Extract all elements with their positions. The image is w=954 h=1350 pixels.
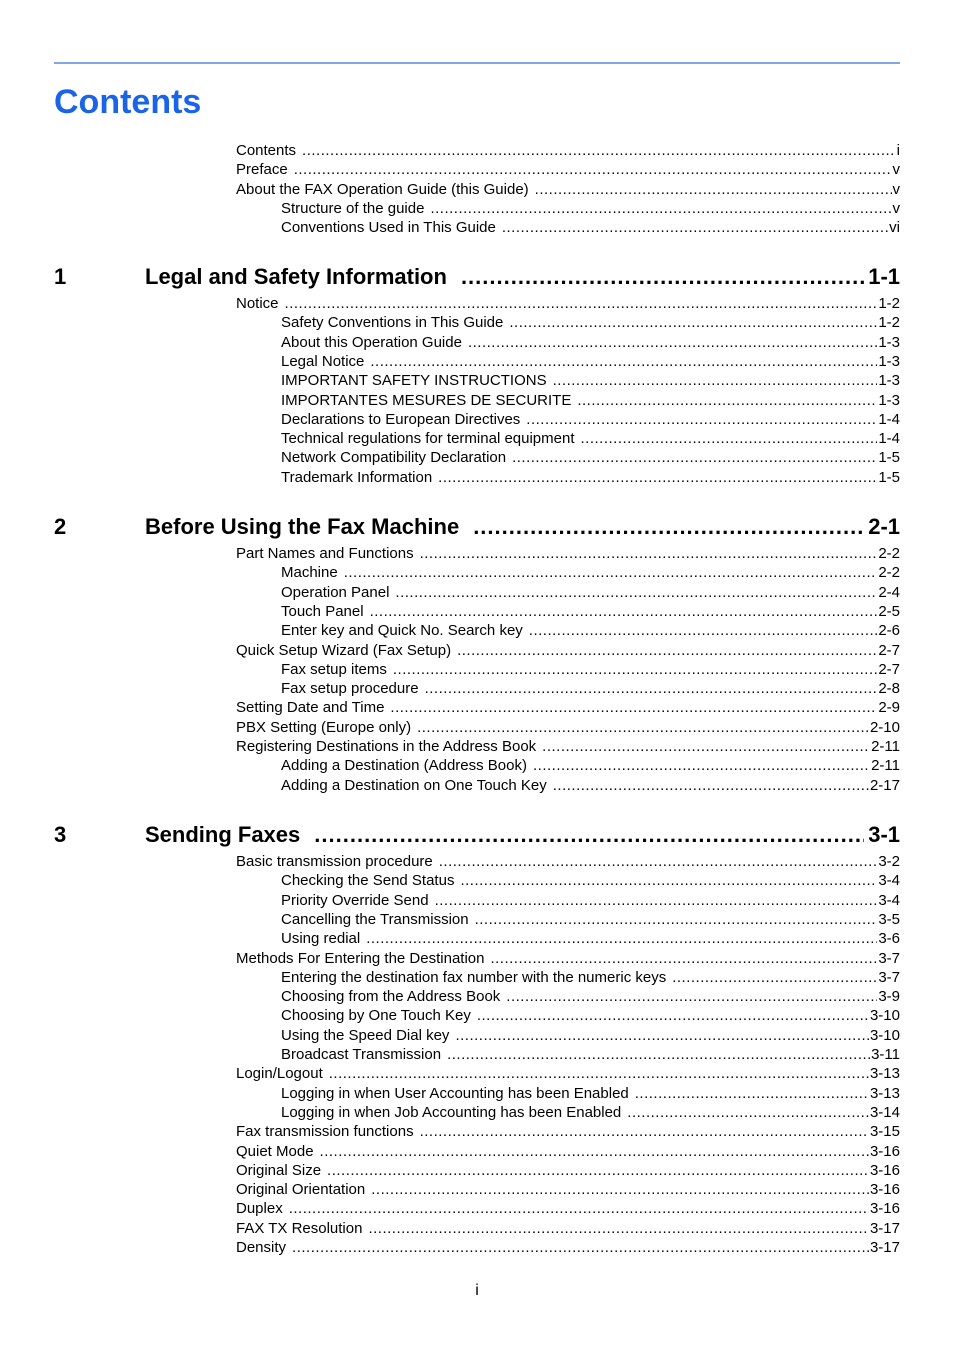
dot-leader xyxy=(475,910,878,929)
dot-leader xyxy=(457,641,877,660)
toc-entry-label: Safety Conventions in This Guide xyxy=(281,314,504,332)
dot-leader xyxy=(390,698,877,717)
toc-entry-label: Preface xyxy=(236,161,288,179)
dot-leader xyxy=(542,737,870,756)
toc-entry-label: Registering Destinations in the Address Book xyxy=(236,738,537,755)
chapter-number: 2 xyxy=(54,514,67,539)
toc-entry-page: v xyxy=(892,180,900,198)
dot-leader xyxy=(370,352,877,371)
toc-entry-label: Choosing by One Touch Key xyxy=(281,1007,471,1025)
toc-entry-page: i xyxy=(896,142,900,159)
toc-entry-page: 1-3 xyxy=(878,391,900,409)
toc-entry-page: v xyxy=(892,199,900,217)
toc-entry[interactable] xyxy=(236,180,900,199)
toc-entry-page: 1-3 xyxy=(878,352,900,370)
toc-entry-page: 3-5 xyxy=(878,910,900,928)
toc-entry[interactable] xyxy=(236,544,900,563)
toc-entry-page: 3-7 xyxy=(878,949,900,967)
dot-leader xyxy=(370,602,878,621)
toc-entry[interactable] xyxy=(281,429,900,448)
dot-leader xyxy=(533,756,870,775)
dot-leader xyxy=(553,776,869,795)
toc-entry[interactable] xyxy=(281,333,900,352)
toc-entry-label: Touch Panel xyxy=(281,602,364,620)
toc-entry-page: 2-11 xyxy=(871,738,900,755)
toc-entry[interactable] xyxy=(281,1084,900,1103)
toc-entry-page: 3-16 xyxy=(869,1181,900,1199)
toc-entry-page: 3-16 xyxy=(869,1142,900,1160)
toc-entry-label: Quiet Mode xyxy=(236,1142,314,1160)
toc-entry-page: 3-10 xyxy=(869,1007,900,1025)
chapter-heading[interactable] xyxy=(54,263,900,291)
toc-entry[interactable] xyxy=(281,1026,900,1045)
toc-entry-page: 1-2 xyxy=(878,295,900,312)
dot-leader xyxy=(289,1199,869,1218)
toc-entry-label: Logging in when Job Accounting has been Enabled xyxy=(281,1103,622,1121)
toc-entry-label: Login/Logout xyxy=(236,1065,323,1083)
toc-entry-label: Structure of the guide xyxy=(281,199,425,217)
toc-entry-page: 2-9 xyxy=(878,699,900,717)
toc-entry[interactable] xyxy=(236,1238,900,1257)
dot-leader xyxy=(344,563,878,582)
dot-leader xyxy=(371,1180,869,1199)
dot-leader xyxy=(512,448,877,467)
chapter-page: 3-1 xyxy=(868,822,900,847)
dot-leader xyxy=(672,968,877,987)
toc-entry[interactable] xyxy=(281,1006,900,1025)
toc-entry-page: 2-17 xyxy=(869,776,900,794)
toc-entry-label: Priority Override Send xyxy=(281,891,429,909)
dot-leader xyxy=(581,429,878,448)
toc-entry-page: 3-10 xyxy=(869,1026,900,1044)
toc-entry[interactable] xyxy=(236,1122,900,1141)
dot-leader xyxy=(438,468,877,487)
toc-entry[interactable] xyxy=(281,583,900,602)
toc-entry-page: 1-4 xyxy=(878,430,900,448)
toc-entry-page: 2-10 xyxy=(869,718,900,736)
dot-leader xyxy=(395,583,877,602)
dot-leader xyxy=(455,1026,869,1045)
toc-entry-page: 1-5 xyxy=(878,449,900,467)
chapter-number: 1 xyxy=(54,264,67,289)
toc-entry-page: 3-2 xyxy=(878,853,900,870)
toc-entry[interactable] xyxy=(281,660,900,679)
dot-leader xyxy=(461,263,864,291)
toc-entry-page: 3-17 xyxy=(869,1219,900,1237)
toc-entry-label: Contents xyxy=(236,142,297,159)
dot-leader xyxy=(327,1161,869,1180)
toc-entry[interactable] xyxy=(281,199,900,218)
toc-entry-page: 3-17 xyxy=(869,1239,900,1256)
toc-entry[interactable] xyxy=(281,313,900,332)
chapter-heading[interactable] xyxy=(54,513,900,541)
dot-leader xyxy=(577,391,877,410)
toc-entry-label: Legal Notice xyxy=(281,352,365,370)
toc-entry-label: About this Operation Guide xyxy=(281,333,462,351)
toc-entry-page: 2-7 xyxy=(878,641,900,659)
toc-entry[interactable] xyxy=(236,160,900,179)
toc-entry-label: Entering the destination fax number with the numeric keys xyxy=(281,968,667,986)
toc-entry-page: 2-8 xyxy=(878,680,900,698)
toc-entry-label: Adding a Destination on One Touch Key xyxy=(281,776,547,794)
toc-entry-page: 3-11 xyxy=(871,1046,900,1063)
toc-entry[interactable] xyxy=(281,448,900,467)
toc-entry-page: 2-5 xyxy=(878,602,900,620)
dot-leader xyxy=(526,410,877,429)
toc-entry[interactable] xyxy=(236,1142,900,1161)
toc-entry-label: Technical regulations for terminal equipment xyxy=(281,430,575,448)
toc-entry-label: Enter key and Quick No. Search key xyxy=(281,622,523,640)
dot-leader xyxy=(329,1064,869,1083)
toc-entry[interactable] xyxy=(236,141,900,160)
toc-entry-label: Broadcast Transmission xyxy=(281,1046,442,1063)
toc-entry-page: 3-15 xyxy=(869,1123,900,1141)
toc-entry[interactable] xyxy=(236,852,900,871)
toc-entry-page: v xyxy=(892,161,900,179)
chapter-page: 1-1 xyxy=(868,264,900,289)
dot-leader xyxy=(420,1122,869,1141)
toc-entry[interactable] xyxy=(281,776,900,795)
dot-leader xyxy=(285,294,878,313)
toc-entry-page: 3-4 xyxy=(878,872,900,890)
dot-leader xyxy=(439,852,878,871)
toc-entry-page: 3-9 xyxy=(878,988,900,1006)
toc-entry-page: 2-4 xyxy=(878,583,900,601)
toc-entry[interactable] xyxy=(281,468,900,487)
dot-leader xyxy=(535,180,892,199)
toc-entry[interactable] xyxy=(281,987,900,1006)
chapter-title: Sending Faxes xyxy=(145,822,301,847)
dot-leader xyxy=(417,718,869,737)
toc-entry-page: 3-13 xyxy=(869,1084,900,1102)
toc-entry-label: Fax setup items xyxy=(281,660,387,678)
toc-entry-label: Fax setup procedure xyxy=(281,680,419,698)
toc-entry[interactable] xyxy=(236,718,900,737)
toc-entry[interactable] xyxy=(281,410,900,429)
dot-leader xyxy=(425,679,878,698)
toc-entry-page: 3-16 xyxy=(869,1161,900,1179)
toc-entry[interactable] xyxy=(236,1199,900,1218)
top-rule xyxy=(54,62,900,64)
toc-entry-label: Part Names and Functions xyxy=(236,545,414,562)
toc-entry-label: IMPORTANT SAFETY INSTRUCTIONS xyxy=(281,372,547,390)
dot-leader xyxy=(509,313,877,332)
toc-entry-page: 3-14 xyxy=(869,1103,900,1121)
dot-leader xyxy=(420,544,878,563)
toc-entry[interactable] xyxy=(281,679,900,698)
toc-entry-page: 3-4 xyxy=(878,891,900,909)
toc-entry-page: 2-2 xyxy=(878,564,900,582)
toc-entry-label: Operation Panel xyxy=(281,583,390,601)
toc-entry-page: 3-7 xyxy=(878,968,900,986)
toc-entry-label: Using the Speed Dial key xyxy=(281,1026,450,1044)
toc-entry[interactable] xyxy=(281,352,900,371)
toc-entry-page: vi xyxy=(889,219,900,237)
toc-entry-page: 3-6 xyxy=(878,930,900,948)
toc-entry-page: 1-4 xyxy=(878,410,900,428)
toc-entry-label: IMPORTANTES MESURES DE SECURITE xyxy=(281,391,572,409)
chapter-heading[interactable] xyxy=(54,821,900,849)
page-number: i xyxy=(475,1282,479,1299)
toc-entry[interactable] xyxy=(281,891,900,910)
toc-entry[interactable] xyxy=(236,1064,900,1083)
dot-leader xyxy=(627,1103,869,1122)
dot-leader xyxy=(635,1084,869,1103)
dot-leader xyxy=(553,371,878,390)
dot-leader xyxy=(447,1045,870,1064)
toc-entry[interactable] xyxy=(281,910,900,929)
toc-entry-page: 2-7 xyxy=(878,660,900,678)
toc-entry-page: 1-5 xyxy=(878,468,900,486)
toc-entry[interactable] xyxy=(281,968,900,987)
toc-entry[interactable] xyxy=(236,294,900,313)
toc-entry-label: Adding a Destination (Address Book) xyxy=(281,757,527,775)
chapter-title: Legal and Safety Information xyxy=(145,264,447,289)
toc-entry[interactable] xyxy=(236,641,900,660)
toc-entry-label: Machine xyxy=(281,564,338,582)
toc-entry[interactable] xyxy=(281,563,900,582)
dot-leader xyxy=(473,513,864,541)
toc-entry-page: 1-3 xyxy=(878,372,900,390)
toc-entry-label: Declarations to European Directives xyxy=(281,410,521,428)
toc-entry-label: Choosing from the Address Book xyxy=(281,988,501,1006)
toc-entry-label: PBX Setting (Europe only) xyxy=(236,718,412,736)
toc-entry[interactable] xyxy=(281,218,900,237)
toc-entry-label: Conventions Used in This Guide xyxy=(281,219,496,237)
toc-entry-page: 3-13 xyxy=(869,1065,900,1083)
dot-leader xyxy=(314,821,864,849)
chapter-title: Before Using the Fax Machine xyxy=(145,514,460,539)
toc-entry[interactable] xyxy=(281,602,900,621)
toc-entry[interactable] xyxy=(236,1180,900,1199)
toc-entry-page: 3-16 xyxy=(869,1200,900,1218)
chapter-page: 2-1 xyxy=(868,514,900,539)
toc-entry[interactable] xyxy=(281,1103,900,1122)
toc-entry[interactable] xyxy=(281,1045,900,1064)
dot-leader xyxy=(320,1142,869,1161)
toc-entry-page: 2-2 xyxy=(878,545,900,562)
toc-entry-label: Original Size xyxy=(236,1161,322,1179)
chapter-number: 3 xyxy=(54,822,67,847)
toc-entry-label: Methods For Entering the Destination xyxy=(236,949,485,967)
dot-leader xyxy=(430,199,891,218)
dot-leader xyxy=(368,1219,869,1238)
toc-entry-label: Fax transmission functions xyxy=(236,1123,414,1141)
page-title: Contents xyxy=(54,83,202,121)
toc-entry-label: Original Orientation xyxy=(236,1181,366,1199)
toc-entry[interactable] xyxy=(281,391,900,410)
dot-leader xyxy=(294,160,892,179)
toc-entry[interactable] xyxy=(236,698,900,717)
dot-leader xyxy=(302,141,896,160)
toc-entry-label: Cancelling the Transmission xyxy=(281,910,469,928)
toc-entry-label: Basic transmission procedure xyxy=(236,853,433,870)
dot-leader xyxy=(366,929,877,948)
dot-leader xyxy=(435,891,878,910)
toc-entry-label: Trademark Information xyxy=(281,468,433,486)
toc-entry-label: Notice xyxy=(236,295,279,312)
dot-leader xyxy=(529,621,878,640)
toc-entry-label: Network Compatibility Declaration xyxy=(281,449,507,467)
dot-leader xyxy=(393,660,877,679)
toc-entry-label: About the FAX Operation Guide (this Guide) xyxy=(236,180,529,198)
dot-leader xyxy=(460,871,877,890)
toc-entry[interactable] xyxy=(236,1161,900,1180)
dot-leader xyxy=(506,987,877,1006)
toc-entry-label: Density xyxy=(236,1239,287,1256)
toc-entry[interactable] xyxy=(281,871,900,890)
toc-entry[interactable] xyxy=(236,1219,900,1238)
toc-entry-label: Setting Date and Time xyxy=(236,699,385,717)
toc-entry-label: Using redial xyxy=(281,930,361,948)
toc-entry-label: Quick Setup Wizard (Fax Setup) xyxy=(236,641,452,659)
dot-leader xyxy=(502,218,888,237)
toc-entry-label: FAX TX Resolution xyxy=(236,1219,363,1237)
dot-leader xyxy=(490,949,877,968)
toc-entry-label: Checking the Send Status xyxy=(281,872,455,890)
toc-entry-page: 1-3 xyxy=(878,333,900,351)
toc-entry-page: 2-11 xyxy=(871,757,900,775)
toc-entry[interactable] xyxy=(281,371,900,390)
toc-entry[interactable] xyxy=(236,737,900,756)
toc-entry-page: 1-2 xyxy=(878,314,900,332)
toc-entry[interactable] xyxy=(281,756,900,775)
dot-leader xyxy=(477,1006,869,1025)
toc-entry[interactable] xyxy=(236,949,900,968)
dot-leader xyxy=(292,1238,869,1257)
toc-entry-page: 2-6 xyxy=(878,622,900,640)
dot-leader xyxy=(468,333,877,352)
toc-entry-label: Logging in when User Accounting has been Enabled xyxy=(281,1084,629,1102)
toc-entry-label: Duplex xyxy=(236,1200,283,1218)
toc-entry[interactable] xyxy=(281,621,900,640)
toc-entry[interactable] xyxy=(281,929,900,948)
